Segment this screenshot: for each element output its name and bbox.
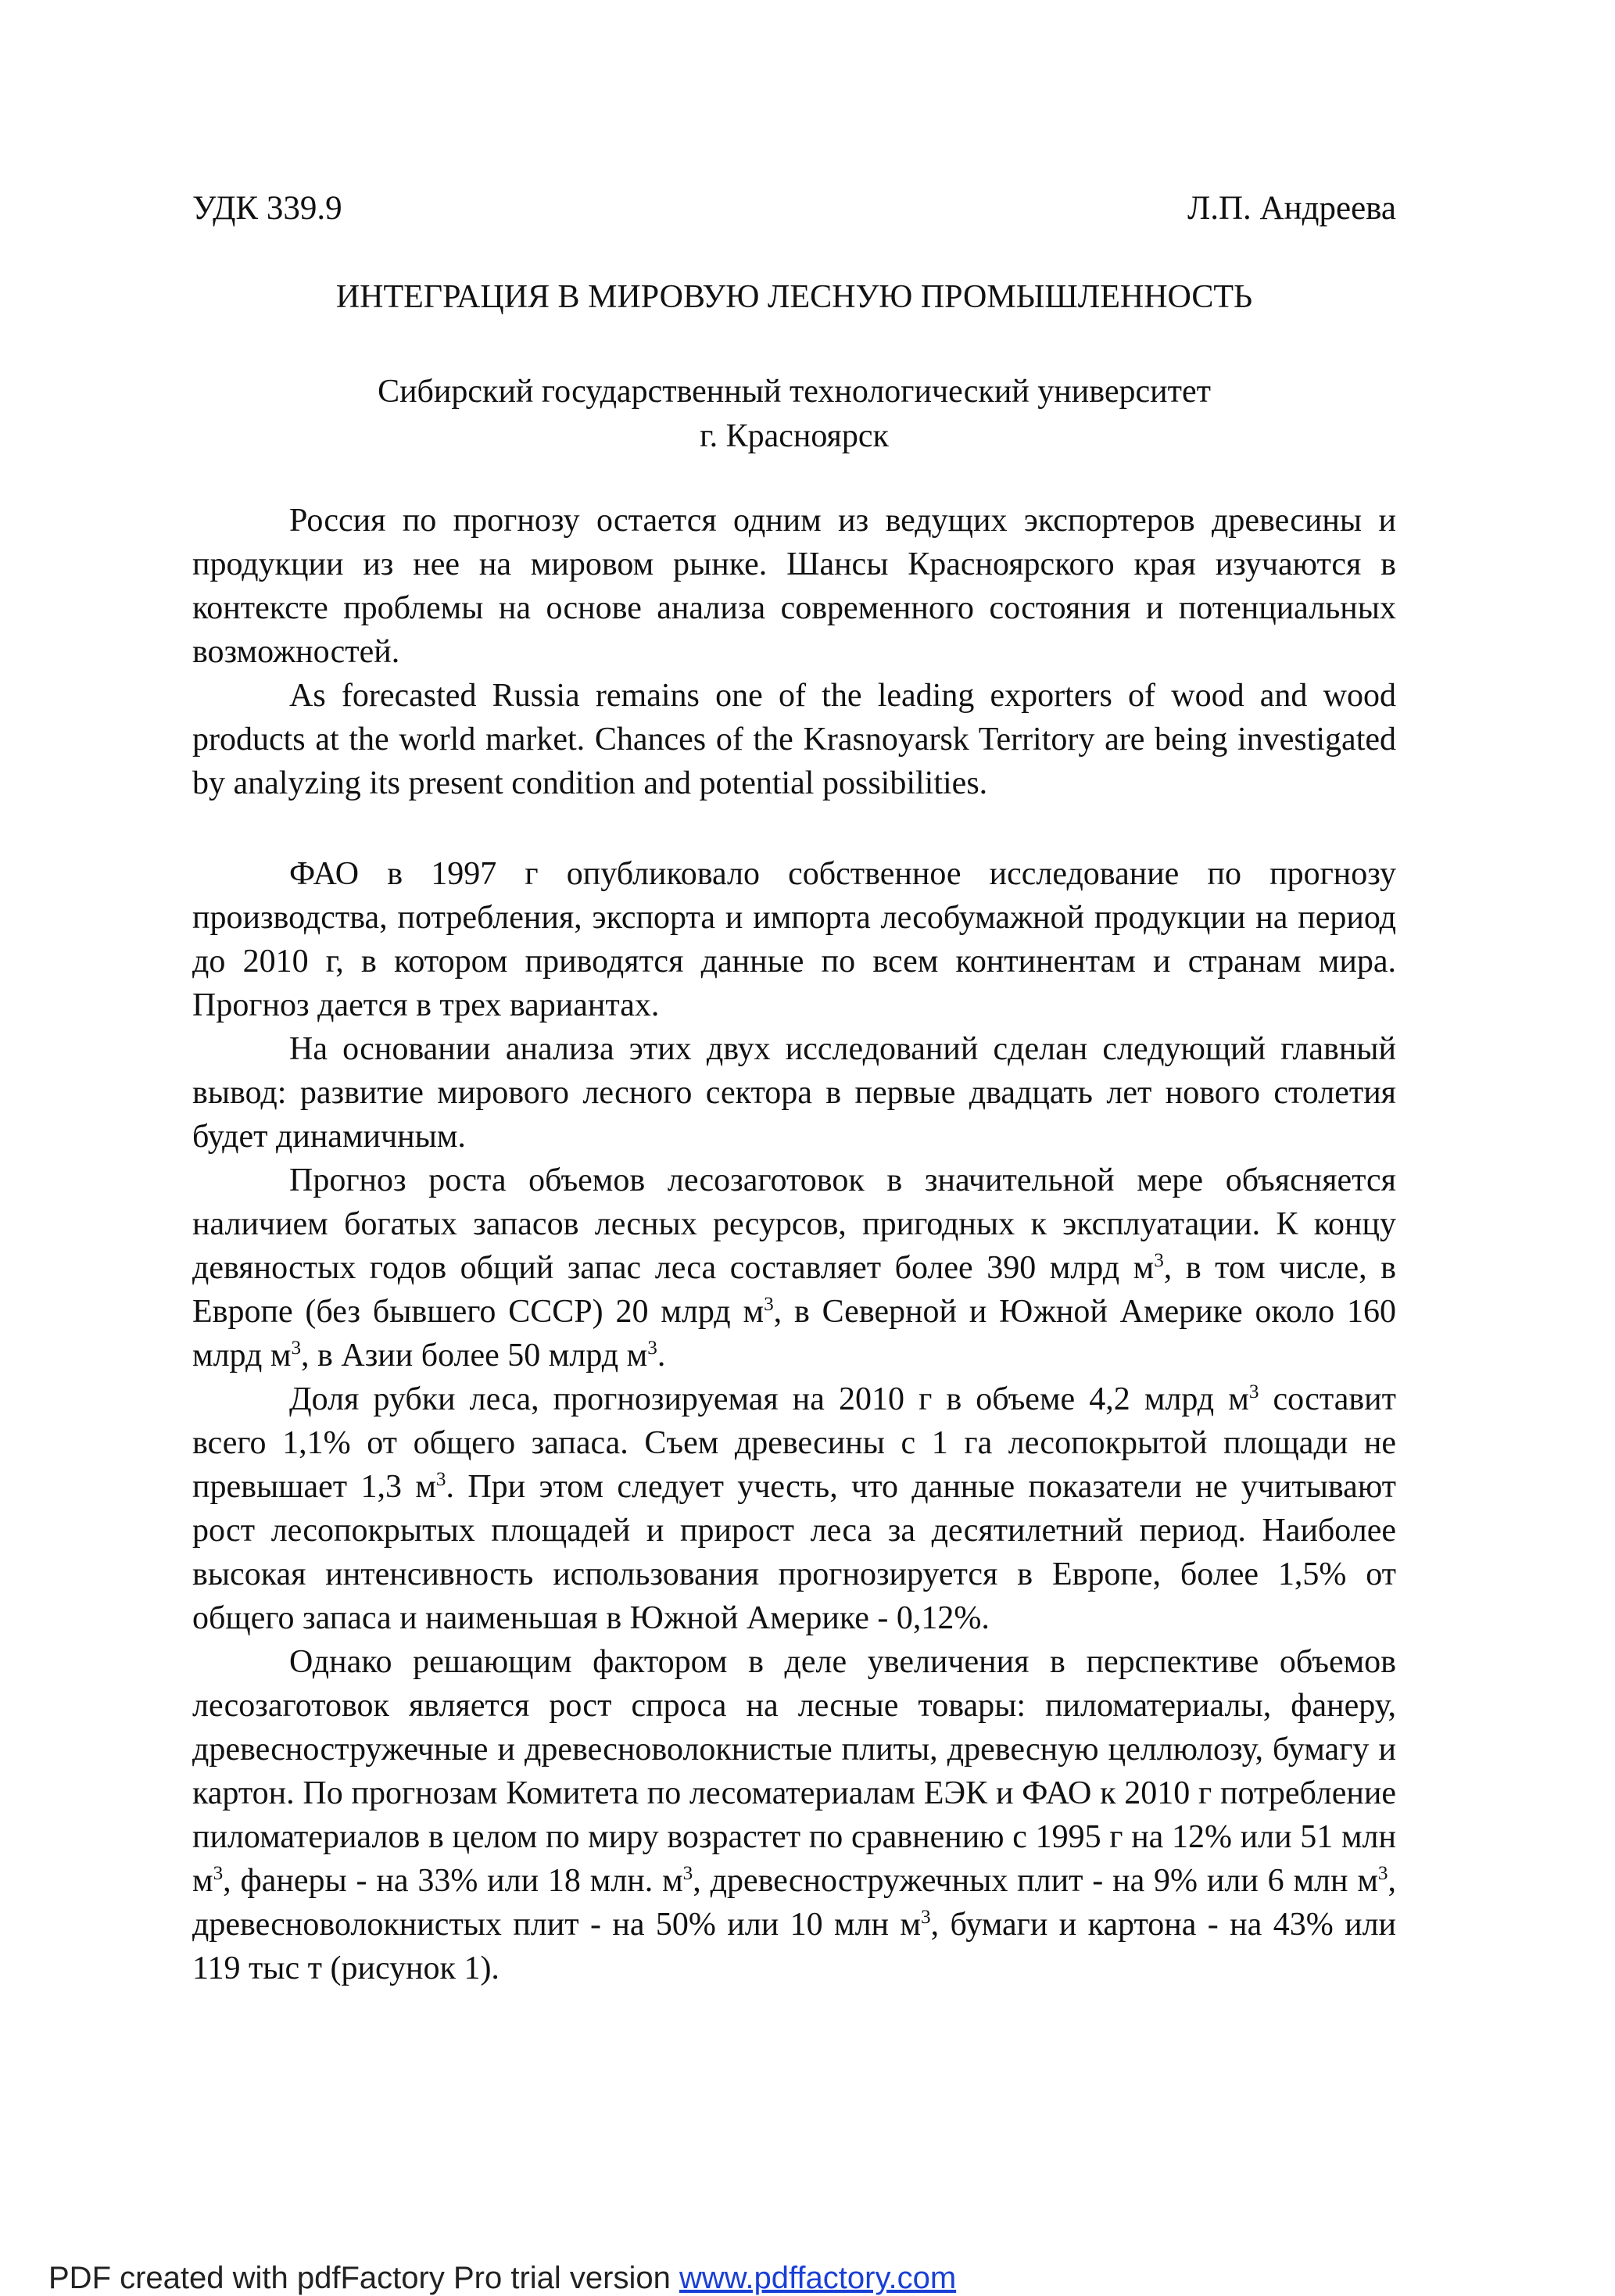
paragraph-5-text: , древесностружечных плит - на 9% или 6 млн м bbox=[693, 1863, 1378, 1899]
paragraph-4-text: . При этом следует учесть, что данные показатели не учитывают рост лесопокрытых площадей и прирост леса за десятилетний период. Наиболее высокая интенсивность использования прогнозируется в Европе, более 1,5% от общего запаса и наименьшая в Южной Америке - 0,12%. bbox=[192, 1469, 1396, 1636]
paragraph-5-text: , бумаги и картона - на 43% или 119 тыс т (рисунок 1). bbox=[192, 1907, 1397, 1986]
superscript: 3 bbox=[647, 1338, 657, 1359]
paragraph-3-text: Прогноз роста объемов лесозаготовок в значительной мере объясняется наличием богатых запасов лесных ресурсов, пригодных к эксплуатации. К концу девяностых годов общий запас леса составляет более 390 млрд м bbox=[192, 1162, 1396, 1286]
superscript: 3 bbox=[291, 1338, 302, 1359]
superscript: 3 bbox=[764, 1294, 774, 1315]
superscript: 3 bbox=[1377, 1863, 1388, 1884]
superscript: 3 bbox=[1248, 1381, 1259, 1402]
abstract bbox=[192, 499, 1396, 805]
paragraph-5-text: Однако решающим фактором в деле увеличения в перспективе объемов лесозаготовок является рост спроса на лесные товары: пиломатериалы, фанеру, древесностружечные и древесноволокнистые плиты, древесную целлюлозу, бумагу и картон. По прогнозам Комитета по лесоматериалам ЕЭК и ФАО к 2010 г потребление пиломатериалов в целом по миру возрастет по сравнению с 1995 г на 12% или 51 млн м bbox=[192, 1644, 1396, 1899]
paragraph-4-text: Доля рубки леса, прогнозируемая на 2010 г в объеме 4,2 млрд м bbox=[289, 1381, 1249, 1417]
paragraph-5-text: , фанеры - на 33% или 18 млн. м bbox=[223, 1863, 683, 1899]
superscript: 3 bbox=[682, 1863, 693, 1884]
udk-code: УДК 339.9 bbox=[192, 190, 342, 227]
paper-title: ИНТЕГРАЦИЯ В МИРОВУЮ ЛЕСНУЮ ПРОМЫШЛЕННОСТЬ bbox=[335, 279, 1253, 315]
abstract-en: As forecasted Russia remains one of the leading exporters of wood and wood products at the world market. Chances of the Krasnoyarsk Territory are being investigated by analyzing its present condition and potential possibilities. bbox=[192, 678, 1396, 801]
superscript: 3 bbox=[435, 1469, 446, 1490]
paragraph-3-text: , в Азии более 50 млрд м bbox=[301, 1338, 648, 1374]
university-name: Сибирский государственный технологический университет bbox=[378, 374, 1211, 410]
paragraph-2: На основании анализа этих двух исследований сделан следующий главный вывод: развитие мирового лесного сектора в первые двадцать лет нового столетия будет динамичным. bbox=[192, 1031, 1396, 1155]
paragraph-3-text: , в том числе, в Европе (без бывшего СССР) 20 млрд м bbox=[192, 1250, 1396, 1330]
paragraph-5 bbox=[192, 1640, 1396, 1990]
pdf-footer bbox=[48, 2261, 956, 2296]
paragraph-4 bbox=[192, 1377, 1396, 1640]
city-name: г. Красноярск bbox=[700, 418, 889, 454]
superscript: 3 bbox=[921, 1907, 931, 1928]
affiliation bbox=[192, 370, 1396, 459]
body-text bbox=[192, 852, 1396, 1990]
header-row bbox=[192, 189, 1396, 236]
abstract-ru: Россия по прогнозу остается одним из ведущих экспортеров древесины и продукции из нее на мировом рынке. Шансы Красноярского края изучаются в контексте проблемы на основе анализа современного состояния и потенциальных возможностей. bbox=[192, 503, 1396, 670]
paragraph-1: ФАО в 1997 г опубликовало собственное исследование по прогнозу производства, потребления, экспорта и импорта лесобумажной продукции на период до 2010 г, в котором приводятся данные по всем континентам и странам мира. Прогноз дается в трех вариантах. bbox=[192, 856, 1396, 1023]
author-name: Л.П. Андреева bbox=[1187, 190, 1396, 227]
paragraph-5-text: , древесноволокнистых плит - на 50% или 10 млн м bbox=[192, 1863, 1396, 1943]
paragraph-4-text: составит всего 1,1% от общего запаса. Съем древесины с 1 га лесопокрытой площади не превышает 1,3 м bbox=[192, 1381, 1397, 1505]
footer-link[interactable]: www.pdffactory.com bbox=[679, 2261, 957, 2295]
footer-text: PDF created with pdfFactory Pro trial version bbox=[48, 2261, 679, 2295]
paragraph-3 bbox=[192, 1159, 1396, 1377]
paragraph-3-text: , в Северной и Южной Америке около 160 млрд м bbox=[192, 1294, 1397, 1374]
superscript: 3 bbox=[1154, 1250, 1164, 1271]
paragraph-3-text: . bbox=[657, 1338, 666, 1374]
superscript: 3 bbox=[213, 1863, 224, 1884]
